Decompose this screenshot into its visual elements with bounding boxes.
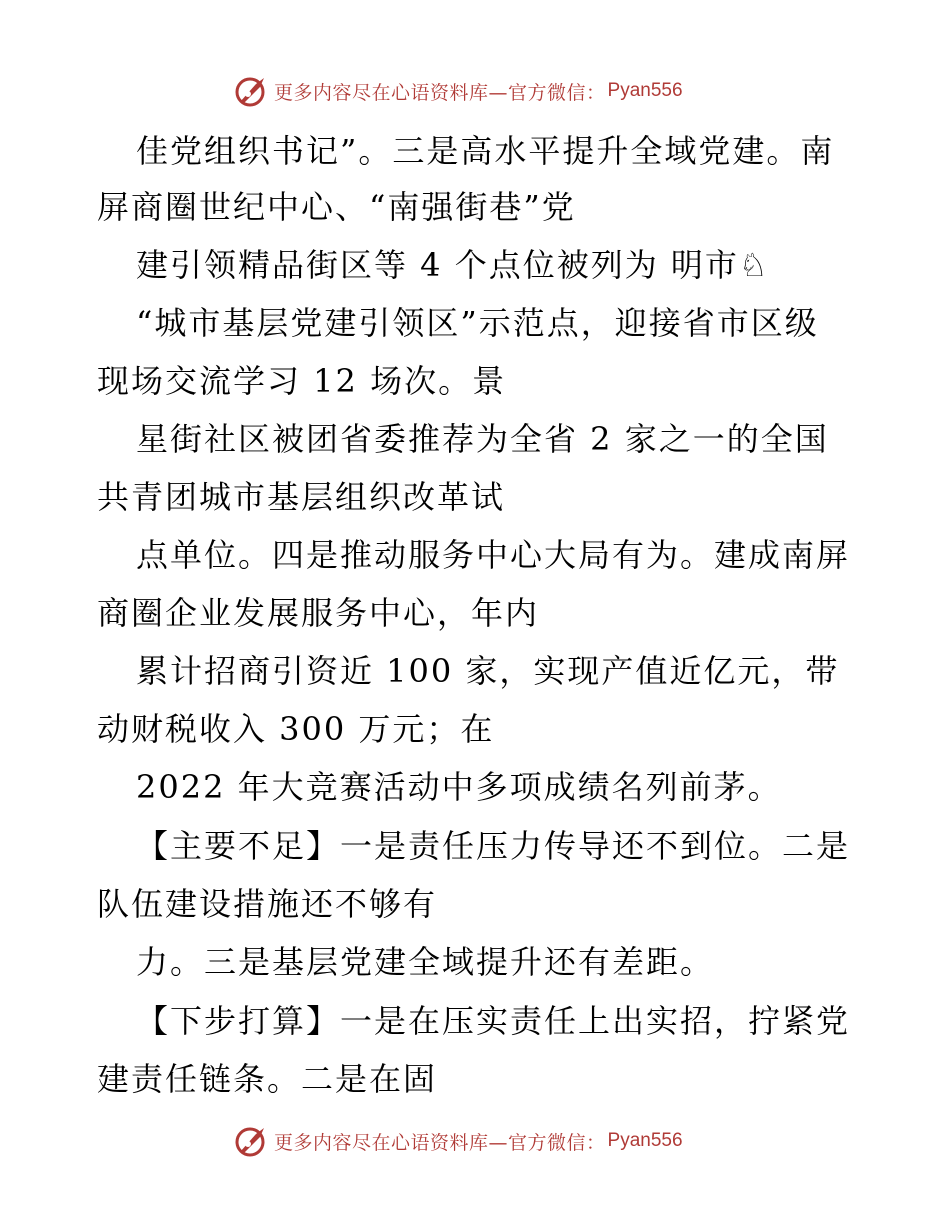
- watermark-text: 更多内容尽在心语资料库—官方微信：: [274, 81, 606, 104]
- watermark-text: 更多内容尽在心语资料库—官方微信：: [274, 1131, 606, 1154]
- text-line: 【下步打算】一是在压实责任上出实招，拧紧党: [136, 1002, 851, 1040]
- text-line: 2022 年大竞赛活动中多项成绩名列前茅。: [136, 768, 782, 806]
- quill-logo-icon: [234, 1124, 268, 1158]
- text-line: 建责任链条。二是在固: [97, 1060, 438, 1098]
- text-line: 动财税收入 300 万元；在: [97, 710, 495, 748]
- text-line: 队伍建设措施还不够有: [97, 885, 438, 923]
- text-line: 现场交流学习 12 场次。景: [97, 362, 507, 400]
- text-line: 累计招商引资近 100 家，实现产值近亿元，带: [136, 652, 840, 690]
- text-line: 点单位。四是推动服务中心大局有为。建成南屏: [136, 536, 851, 574]
- text-line: 星街社区被团省委推荐为全省 2 家之一的全国: [136, 420, 829, 458]
- text-line: 商圈企业发展服务中心，年内: [97, 594, 540, 632]
- header-watermark: [234, 73, 683, 109]
- watermark-account: Pyan556: [607, 1130, 683, 1151]
- watermark-account: Pyan556: [607, 80, 683, 101]
- footer-watermark: [234, 1123, 683, 1159]
- text-line: 屏商圈世纪中心、“南强街巷”党: [97, 188, 576, 226]
- quill-logo-icon: [234, 74, 268, 108]
- text-line: 共青团城市基层组织改革试: [97, 478, 506, 516]
- text-line: 力。三是基层党建全域提升还有差距。: [136, 943, 715, 981]
- text-line: 建引领精品街区等 4 个点位被列为 明市♘: [136, 246, 770, 284]
- text-line: “城市基层党建引领区”示范点，迎接省市区级: [136, 304, 819, 342]
- text-line: 【主要不足】一是责任压力传导还不到位。二是: [136, 827, 851, 865]
- text-line: 佳党组织书记”。三是高水平提升全域党建。南: [136, 132, 835, 170]
